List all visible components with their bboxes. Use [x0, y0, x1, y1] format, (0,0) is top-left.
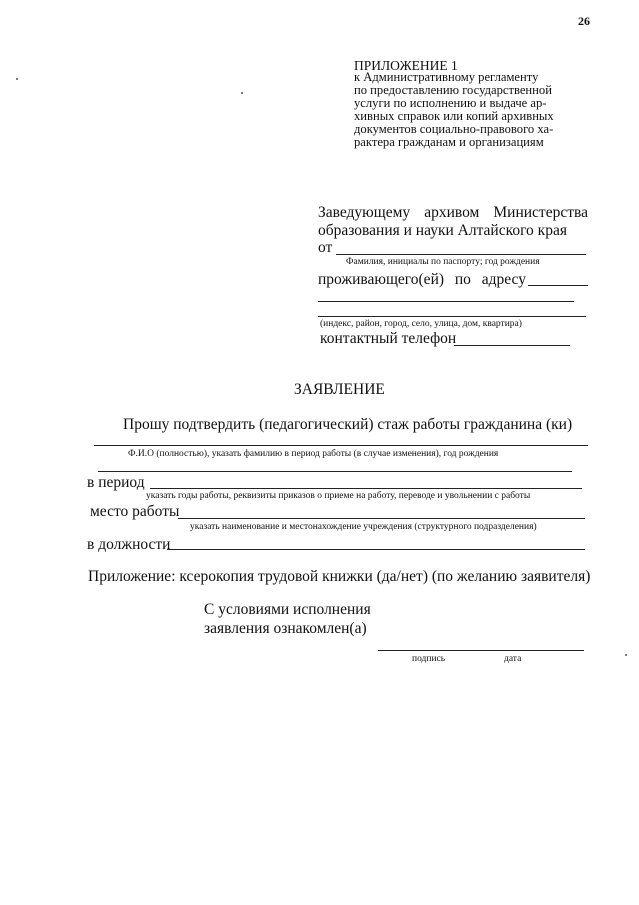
- workplace-hint: указать наименование и местонахождение учреждения (структурного подразделения): [190, 522, 537, 532]
- from-label: от: [318, 239, 333, 256]
- statement-title: ЗАЯВЛЕНИЕ: [294, 381, 385, 398]
- signature-date-line: [378, 650, 584, 651]
- address-underline: [528, 285, 588, 286]
- appendix-line: хивных справок или копий архивных: [354, 109, 554, 123]
- scan-speck: [16, 78, 18, 80]
- position-underline: [167, 549, 585, 550]
- addressee-line-1: [318, 204, 588, 222]
- address-word: по: [454, 271, 471, 288]
- address-hint: (индекс, район, город, село, улица, дом, квартира): [320, 319, 522, 329]
- appendix-line: документов социально-правового ха-: [354, 122, 554, 136]
- addressee-word: Министерства: [493, 204, 588, 221]
- addressee-line-2: образования и науки Алтайского края: [318, 222, 567, 239]
- from-hint: Фамилия, инициалы по паспорту; год рождения: [346, 257, 540, 267]
- phone-label: контактный телефон: [320, 330, 457, 347]
- address-word: адресу: [481, 271, 526, 288]
- scan-speck: [241, 92, 243, 94]
- appendix-title: ПРИЛОЖЕНИЕ 1: [354, 58, 458, 73]
- attachment-text: Приложение: ксерокопия трудовой книжки (да/нет) (по желанию заявителя): [88, 568, 591, 585]
- address-line-2: [318, 301, 574, 302]
- address-line-3: [318, 316, 586, 317]
- from-underline: [336, 254, 586, 255]
- acknowledgement-line-2: заявления ознакомлен(а): [204, 620, 367, 637]
- appendix-line: по предоставлению государственной: [354, 83, 552, 97]
- workplace-label: место работы: [90, 503, 180, 520]
- date-label: дата: [504, 654, 522, 664]
- phone-underline: [454, 345, 570, 346]
- acknowledgement-line-1: С условиями исполнения: [204, 601, 371, 618]
- addressee-word: Заведующему: [318, 204, 411, 221]
- scan-speck: [625, 654, 627, 656]
- fio-line-2: [98, 471, 572, 472]
- workplace-underline: [178, 518, 585, 519]
- position-label: в должности: [87, 536, 171, 553]
- period-hint: указать годы работы, реквизиты приказов о приеме на работу, переводе и увольнении с работы: [146, 491, 531, 501]
- period-underline: [150, 488, 582, 489]
- fio-line: [94, 445, 588, 446]
- addressee-word: архивом: [424, 204, 480, 221]
- period-label: в период: [87, 474, 145, 491]
- fio-hint: Ф.И.О (полностью), указать фамилию в период работы (в случае изменения), год рождения: [128, 449, 499, 459]
- request-text: Прошу подтвердить (педагогический) стаж работы гражданина (ки): [123, 416, 573, 433]
- address-word: проживающего(ей): [318, 271, 445, 288]
- address-line: [318, 271, 526, 289]
- appendix-line: рактера гражданам и организациям: [354, 135, 544, 149]
- signature-label: подпись: [412, 654, 446, 664]
- appendix-line: услуги по исполнению и выдаче ар-: [354, 96, 547, 110]
- page-number: 26: [578, 14, 590, 28]
- appendix-line: к Административному регламенту: [354, 70, 539, 84]
